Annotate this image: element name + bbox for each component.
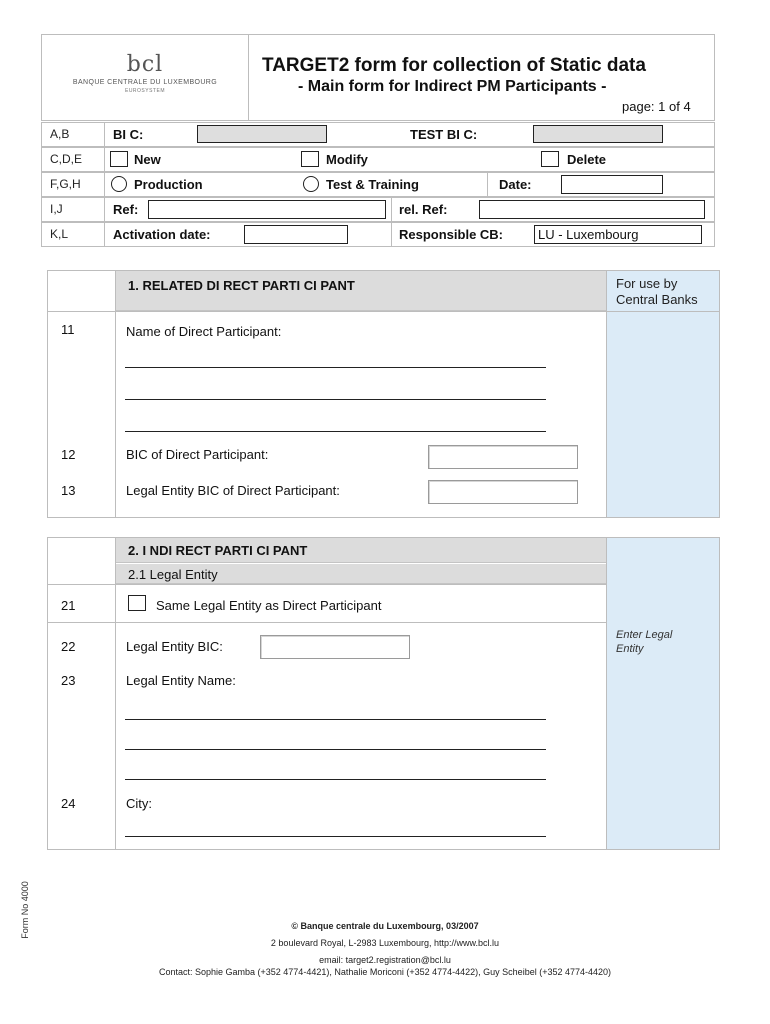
rel-ref-input[interactable] bbox=[479, 200, 705, 219]
section-1 bbox=[47, 270, 720, 518]
date-input[interactable] bbox=[561, 175, 663, 194]
direct-participant-bic-input[interactable] bbox=[428, 445, 578, 469]
test-training-label: Test & Training bbox=[326, 177, 419, 192]
responsible-cb-field[interactable] bbox=[534, 225, 702, 244]
new-checkbox[interactable] bbox=[110, 151, 128, 167]
section-1-title: 1. RELATED DI RECT PARTI CI PANT bbox=[128, 278, 355, 293]
row-code: K,L bbox=[50, 227, 69, 241]
direct-participant-bic-label: BIC of Direct Participant: bbox=[126, 447, 269, 462]
item-number: 13 bbox=[61, 483, 76, 498]
test-bic-input[interactable] bbox=[533, 125, 663, 143]
footer-copyright: © Banque centrale du Luxembourg, 03/2007 bbox=[291, 921, 479, 931]
name-line-3[interactable] bbox=[125, 431, 546, 432]
ref-divider bbox=[391, 197, 392, 247]
top-form bbox=[41, 122, 715, 250]
same-legal-entity-label: Same Legal Entity as Direct Participant bbox=[156, 598, 382, 613]
modify-label: Modify bbox=[326, 152, 368, 167]
num-column bbox=[48, 271, 116, 517]
bcl-logo bbox=[41, 52, 249, 94]
delete-checkbox[interactable] bbox=[541, 151, 559, 167]
date-label: Date: bbox=[499, 177, 532, 192]
test-training-radio[interactable] bbox=[303, 176, 319, 192]
modify-checkbox[interactable] bbox=[301, 151, 319, 167]
item-number: 11 bbox=[61, 322, 75, 337]
form-subtitle: - Main form for Indirect PM Participants - bbox=[298, 78, 607, 95]
responsible-cb-label: Responsible CB: bbox=[399, 227, 504, 242]
new-label: New bbox=[134, 152, 161, 167]
row-code: F,G,H bbox=[50, 177, 81, 191]
legal-entity-bic-input[interactable] bbox=[260, 635, 410, 659]
production-radio[interactable] bbox=[111, 176, 127, 192]
responsible-cb-value: LU - Luxembourg bbox=[538, 227, 639, 242]
section-2-subtitle: 2.1 Legal Entity bbox=[128, 567, 218, 582]
item-number: 12 bbox=[61, 447, 76, 462]
footer-email: email: target2.registration@bcl.lu bbox=[319, 955, 451, 965]
name-line-2[interactable] bbox=[125, 399, 546, 400]
activation-date-label: Activation date: bbox=[113, 227, 211, 242]
row-21-rule-bottom bbox=[48, 622, 606, 623]
name-line-1[interactable] bbox=[125, 367, 546, 368]
footer-contacts: Contact: Sophie Gamba (+352 4774-4421), Nathalie Moriconi (+352 4774-4422), Guy Scheibel (+352 4774-4420) bbox=[158, 967, 612, 977]
section-2-title: 2. I NDI RECT PARTI CI PANT bbox=[128, 543, 308, 558]
item-number: 21 bbox=[61, 598, 76, 613]
section-2 bbox=[47, 537, 720, 850]
same-legal-entity-checkbox[interactable] bbox=[128, 595, 146, 611]
direct-participant-name-label: Name of Direct Participant: bbox=[126, 324, 282, 339]
bic-label: BI C: bbox=[113, 127, 144, 142]
city-line[interactable] bbox=[125, 836, 546, 837]
row-code: A,B bbox=[50, 127, 70, 141]
num-column bbox=[48, 584, 116, 849]
legal-entity-name-label: Legal Entity Name: bbox=[126, 673, 236, 688]
logo-sub: EUROSYSTEM bbox=[124, 88, 165, 94]
legal-entity-bic-dp-label: Legal Entity BIC of Direct Participant: bbox=[126, 483, 340, 498]
legal-entity-bic-dp-input[interactable] bbox=[428, 480, 578, 504]
legal-name-line-3[interactable] bbox=[125, 779, 546, 780]
form-title: TARGET2 form for collection of Static data bbox=[262, 55, 646, 76]
item-number: 22 bbox=[61, 639, 76, 654]
legal-name-line-2[interactable] bbox=[125, 749, 546, 750]
legal-entity-side-note: Enter Legal Entity bbox=[616, 629, 673, 655]
activation-date-input[interactable] bbox=[244, 225, 348, 244]
row-21-rule-top bbox=[48, 584, 606, 585]
bic-input[interactable] bbox=[197, 125, 327, 143]
form-number-label: Form No 4000 bbox=[19, 881, 30, 939]
item-number: 24 bbox=[61, 796, 76, 811]
row-code: I,J bbox=[50, 202, 63, 216]
legal-entity-bic-label: Legal Entity BIC: bbox=[126, 639, 223, 654]
logo-mark: bcl bbox=[126, 52, 164, 77]
central-bank-note: For use by Central Banks bbox=[616, 276, 698, 307]
row-code: C,D,E bbox=[50, 152, 83, 166]
code-column-divider bbox=[104, 122, 105, 247]
footer-address: 2 boulevard Royal, L-2983 Luxembourg, http://www.bcl.lu bbox=[270, 938, 500, 948]
item-number: 23 bbox=[61, 673, 76, 688]
production-label: Production bbox=[134, 177, 203, 192]
city-label: City: bbox=[126, 796, 152, 811]
legal-name-line-1[interactable] bbox=[125, 719, 546, 720]
date-divider bbox=[487, 172, 488, 197]
test-bic-label: TEST BI C: bbox=[410, 127, 478, 142]
logo-name: BANQUE CENTRALE DU LUXEMBOURG bbox=[72, 79, 218, 86]
page-indicator: page: 1 of 4 bbox=[622, 99, 691, 114]
section-1-header-rule bbox=[48, 311, 719, 312]
ref-label: Ref: bbox=[113, 202, 139, 217]
legal-entity-side-column bbox=[606, 538, 719, 849]
ref-input[interactable] bbox=[148, 200, 386, 219]
delete-label: Delete bbox=[567, 152, 607, 167]
rel-ref-label: rel. Ref: bbox=[399, 202, 448, 217]
